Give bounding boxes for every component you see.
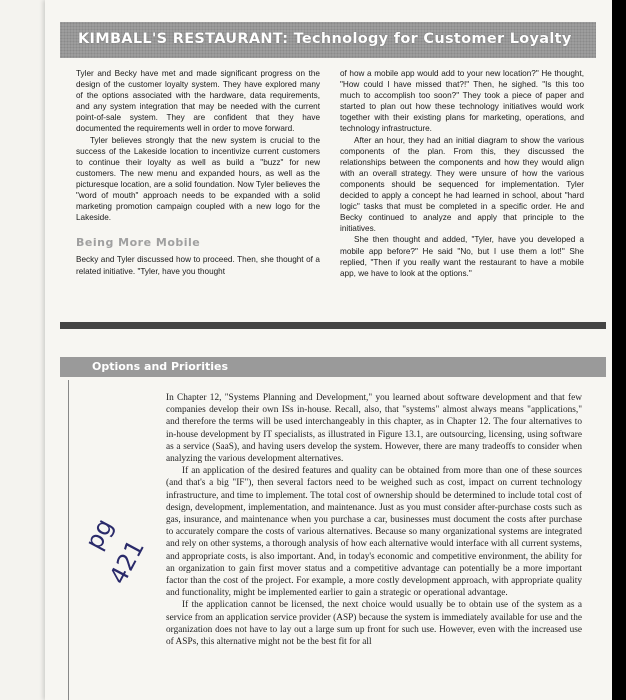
case-paragraph: of how a mobile app would add to your new location?" He thought, "How could I have missed that?!" Then, he sighed. "Is this too much to accomplish too soon?" They took a piece of paper and started to plan out how these technology initiatives would work together with their existing plans for marketing, operations, and technology infrastructure. <box>340 69 584 134</box>
body-paragraph: If the application cannot be licensed, the next choice would usually be to obtain use of the system as a service from an application service provider (ASP) because the system is immediately available for use and the organization does not have to lay out a large sum up front for such use. However, even with the increased use of ASPs, this alternative might not be the best fit for all <box>166 600 582 648</box>
handwritten-note: pg <box>79 513 119 555</box>
case-subheading: Being More Mobile <box>76 236 201 250</box>
case-paragraph: Tyler and Becky have met and made significant progress on the design of the customer loyalty system. They have explored many of the options associated with the hardware, data requirements, and any system integration that may be needed with the current point-of-sale system. They are confident that they have documented the requirements well in order to move forward. <box>76 69 320 134</box>
case-paragraph: Tyler believes strongly that the new system is crucial to the success of the Lakeside location to incentivize current customers to continue their loyalty as well as build a "buzz" for new customers. The new menu and expanded hours, as well as the picturesque location, are a solid foundation. Now Tyler believes the "word of mouth" approach needs to be expanded with a solid marketing promotion campaign coupled with a new logo for the Lakeside. <box>76 135 320 223</box>
margin-rule <box>68 380 69 700</box>
case-title: KIMBALL'S RESTAURANT: Technology for Customer Loyalty <box>78 31 572 47</box>
page-edge-shadow <box>612 0 626 700</box>
body-paragraph: In Chapter 12, "Systems Planning and Development," you learned about software development and that few companies develop their own ISs in-house. Recall, also, that "systems" almost always means "applications," and therefore the terms will be used interchangeably in this chapter, as in Chapter 12. The four alternatives to in-house development by IT specialists, as illustrated in Figure 13.1, are outsourcing, licensing, using software as a service (SaaS), and having users develop the system. However, there are many tradeoffs to consider when analyzing the various development alternatives. <box>166 393 582 465</box>
case-paragraph: Becky and Tyler discussed how to proceed. Then, she thought of a related initiative. "Tyler, have you thought <box>76 255 320 276</box>
body-paragraph: If an application of the desired features and quality can be obtained from more than one of these sources (and that's a big "IF"), then several factors need to be weighed such as cost, impact on current technology infrastructure, and time to implement. The total cost of ownership should be determined to include total cost of design, development, implementation, and maintenance. Just as you must consider after-purchase costs such as gas, insurance, and maintenance when you purchase a car, businesses must document the costs after purchase to accurately compare the costs of various alternatives. Because so many organizational systems are integrated and rely on other systems, a thorough analysis of how each alternative would interface with all current systems, and appropriate costs, is also important. And, in today's economic and competitive environment, the ability for an organization to gain first mover status and a competitive advantage can potentially be a more important factor than the cost of the project. For example, a more costly development approach, with appropriate quality and functionality, might be implemented earlier to gain a strategic or operational advantage. <box>166 466 582 599</box>
section-divider <box>60 322 606 329</box>
case-paragraph: She then thought and added, "Tyler, have you developed a mobile app before?" He said "No, but I use them a lot!" She replied, "Then if you really want the restaurant to have a mobile app, we have to look at the options." <box>340 235 584 278</box>
section-banner <box>60 357 606 377</box>
case-left-column <box>76 68 320 277</box>
case-banner <box>60 22 596 58</box>
section-body <box>166 392 582 648</box>
case-paragraph: After an hour, they had an initial diagram to show the various components of the plan. From this, they discussed the relationships between the components and how they would align with an overall strategy. They were unsure of how the various components should be sequenced for implementation. Tyler decided to apply a concept he had learned in school, about "hard logic" tasks that must be completed in a specific order. He and Becky continued to analyze and apply that principle to the initiatives. <box>340 135 584 234</box>
handwritten-note: 421 <box>103 535 151 589</box>
section-title: Options and Priorities <box>92 360 229 373</box>
case-right-column <box>340 68 584 279</box>
